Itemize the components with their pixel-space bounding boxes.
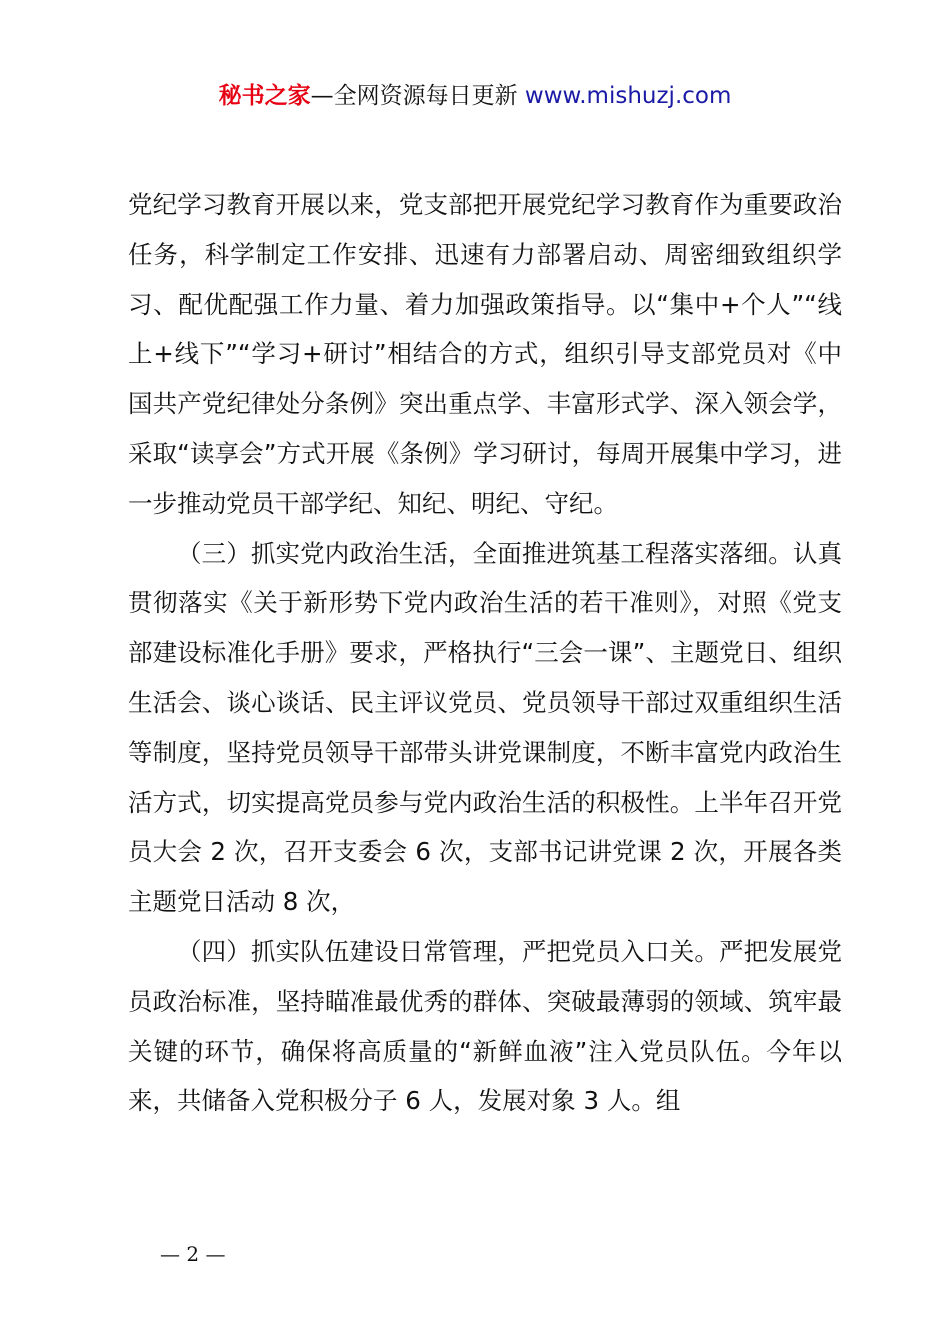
paragraph-section-3: （三）抓实党内政治生活，全面推进筑基工程落实落细。认真贯彻落实《关于新形势下党内政治生活的若干准则》，对照《党支部建设标准化手册》要求，严格执行“三会一课”、主题党日、组织生活会、谈心谈话、民主评议党员、党员领导干部过双重组织生活等制度，坚持党员领导干部带头讲党课制度，不断丰富党内政治生活方式，切实提高党员参与党内政治生活的积极性。上半年召开党员大会 2 次，召开支委会 6 次，支部书记讲党课 2 次，开展各类主题党日活动 8 次， [128,538,842,917]
brand-name: 秘书之家 [218,83,311,109]
document-body [128,180,842,1126]
page-number: — 2 — [160,1242,226,1266]
site-banner [0,80,950,112]
paragraph-continued: 党纪学习教育开展以来，党支部把开展党纪学习教育作为重要政治任务，科学制定工作安排、迅速有力部署启动、周密细致组织学习、配优配强工作力量、着力加强政策指导。以“集中+个人”“线上+线下”“学习+研讨”相结合的方式，组织引导支部党员对《中国共产党纪律处分条例》突出重点学、丰富形式学、深入领会学，采取“读享会”方式开展《条例》学习研讨，每周开展集中学习，进一步推动党员干部学纪、知纪、明纪、守纪。 [128,190,842,518]
site-url-link[interactable]: www.mishuzj.com [517,83,732,109]
banner-tagline: —全网资源每日更新 [310,83,518,109]
paragraph-section-4: （四）抓实队伍建设日常管理，严把党员入口关。严把发展党员政治标准，坚持瞄准最优秀的群体、突破最薄弱的领域、筑牢最关键的环节，确保将高质量的“新鲜血液”注入党员队伍。今年以来，共储备入党积极分子 6 人，发展对象 3 人。组 [128,936,842,1116]
